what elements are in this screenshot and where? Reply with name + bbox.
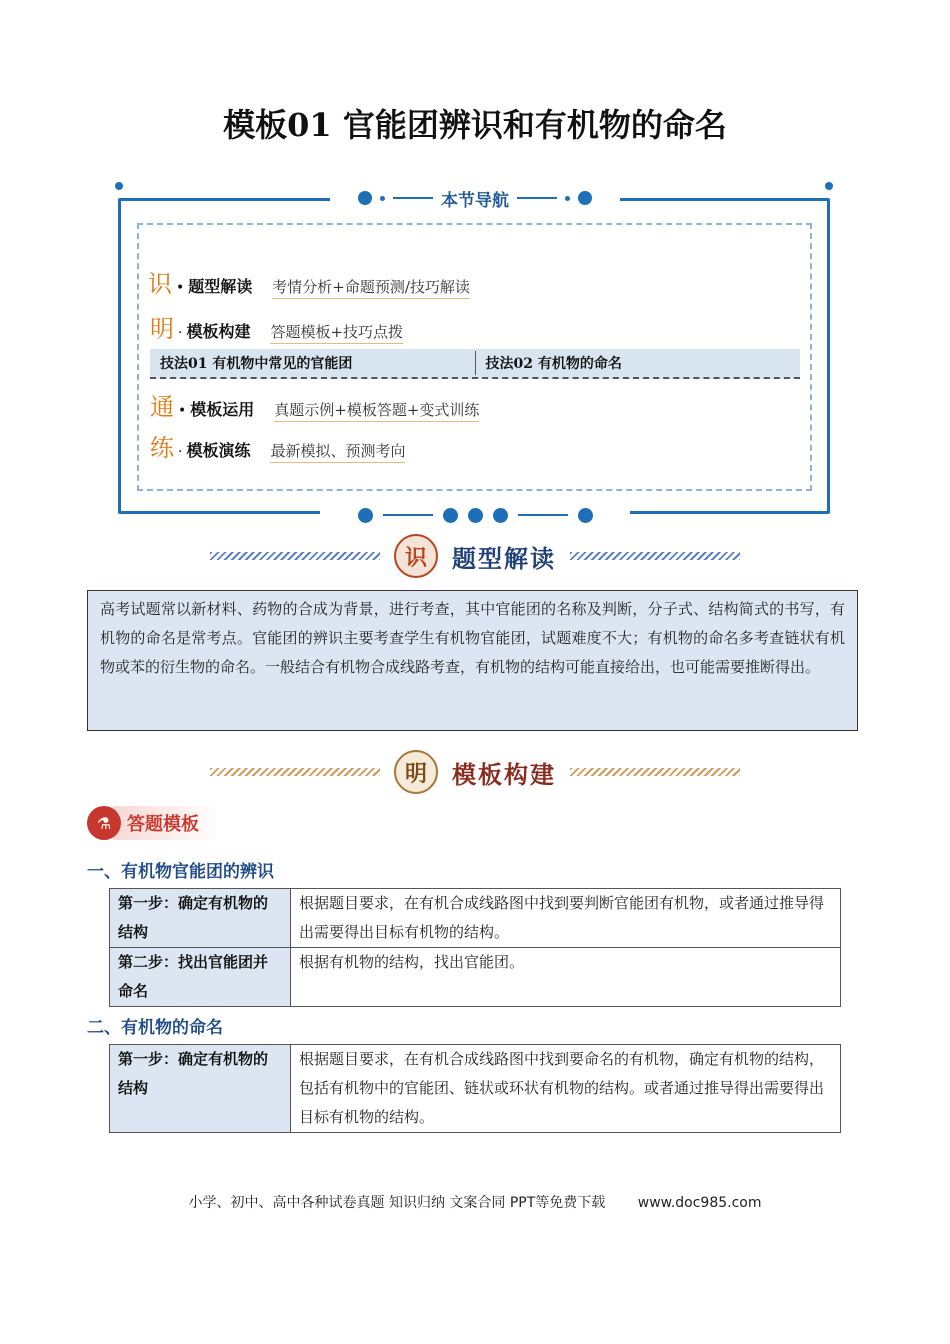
- nav-header: [330, 184, 620, 212]
- dot-icon: [443, 508, 458, 523]
- nav-header-title: 本节导航: [441, 190, 509, 211]
- corner-dot-left: [115, 182, 123, 190]
- nav-desc: 最新模拟、预测考向: [270, 440, 405, 463]
- dot-icon: [358, 191, 372, 205]
- divider: [393, 197, 433, 199]
- step-text: 根据题目要求，在有机合成线路图中找到要判断官能团有机物，或者通过推导得出需要得出目标有机物的结构。: [291, 889, 841, 948]
- hatch-decoration: [210, 768, 380, 776]
- nav-char: 通: [150, 393, 174, 421]
- part1-table: [109, 888, 841, 1007]
- footer-text: 小学、初中、高中各种试卷真题 知识归纳 文案合同 PPT等免费下载: [188, 1195, 606, 1211]
- dot-icon: [578, 508, 593, 523]
- nav-label: 题型解读: [188, 277, 253, 296]
- answer-template-tag: [87, 806, 221, 840]
- section-title: 模板构建: [452, 760, 556, 789]
- dot-icon: [380, 196, 385, 201]
- flask-icon: ⚗: [87, 806, 121, 840]
- technique-2[interactable]: 技法02 有机物的命名: [485, 356, 622, 372]
- nav-desc: 答题模板+技巧点拨: [270, 321, 403, 344]
- hatch-decoration: [210, 552, 380, 560]
- bullet: ·: [178, 325, 183, 341]
- page-title: 模板01 官能团辨识和有机物的命名: [223, 106, 727, 144]
- table-row: [110, 1045, 841, 1133]
- hatch-decoration: [570, 552, 740, 560]
- dot-icon: [565, 196, 570, 201]
- nav-item-identify[interactable]: [148, 264, 470, 299]
- divider: [383, 514, 433, 516]
- nav-label: 模板运用: [190, 400, 255, 419]
- step-cell: 第一步：确定有机物的结构: [110, 1045, 291, 1133]
- nav-desc: 真题示例+模板答题+变式训练: [274, 399, 479, 422]
- table-row: [110, 948, 841, 1007]
- nav-char: 明: [150, 315, 174, 343]
- section-badge: 明: [394, 750, 438, 794]
- corner-dot-right: [825, 182, 833, 190]
- hatch-decoration: [570, 768, 740, 776]
- nav-label: 模板演练: [186, 441, 251, 460]
- nav-footer: [320, 503, 630, 527]
- intro-box: 高考试题常以新材料、药物的合成为背景，进行考查，其中官能团的名称及判断，分子式、结构简式的书写，有机物的命名是常考点。官能团的辨识主要考查学生有机物官能团，试题难度不大；有机物的命名多考查链状有机物或苯的衍生物的命名。一般结合有机物合成线路考查，有机物的结构可能直接给出，也可能需要推断得出。: [87, 590, 858, 731]
- step-text: 根据题目要求，在有机合成线路图中找到要命名的有机物，确定有机物的结构，包括有机物中的官能团、链状或环状有机物的结构。或者通过推导得出需要得出目标有机物的结构。: [291, 1045, 841, 1133]
- divider: [517, 197, 557, 199]
- bullet: •: [178, 403, 187, 419]
- answer-template-label: 答题模板: [113, 806, 221, 840]
- nav-char: 识: [148, 270, 172, 298]
- bullet: ·: [178, 444, 183, 460]
- section-banner-build: [0, 750, 950, 794]
- technique-bar: [150, 349, 800, 379]
- nav-desc: 考情分析+命题预测/技巧解读: [272, 276, 470, 299]
- nav-item-apply[interactable]: [150, 387, 479, 422]
- part1-heading: 一、有机物官能团的辨识: [87, 862, 274, 882]
- page-footer: [0, 1192, 950, 1212]
- footer-url[interactable]: www.doc985.com: [637, 1195, 762, 1211]
- dot-icon: [578, 191, 592, 205]
- nav-label: 模板构建: [186, 322, 251, 341]
- divider: [518, 514, 568, 516]
- step-cell: 第二步：找出官能团并命名: [110, 948, 291, 1007]
- step-text: 根据有机物的结构，找出官能团。: [291, 948, 841, 1007]
- dot-icon: [468, 508, 483, 523]
- section-banner-interpret: [0, 534, 950, 578]
- step-cell: 第一步：确定有机物的结构: [110, 889, 291, 948]
- bullet: •: [176, 280, 185, 296]
- dot-icon: [358, 508, 373, 523]
- part2-heading: 二、有机物的命名: [87, 1018, 223, 1038]
- nav-item-understand[interactable]: [150, 309, 403, 344]
- section-badge: 识: [394, 534, 438, 578]
- table-row: [110, 889, 841, 948]
- nav-item-practice[interactable]: [150, 428, 405, 463]
- part2-table: [109, 1044, 841, 1133]
- technique-1[interactable]: 技法01 有机物中常见的官能团: [160, 356, 353, 372]
- section-title: 题型解读: [452, 544, 556, 573]
- dot-icon: [493, 508, 508, 523]
- nav-char: 练: [150, 434, 174, 462]
